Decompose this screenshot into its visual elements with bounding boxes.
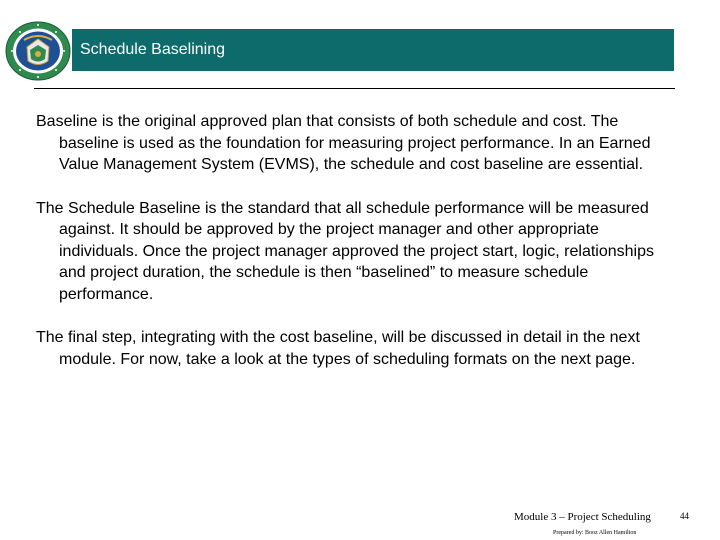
paragraph-schedule-baseline: The Schedule Baseline is the standard that all schedule performance will be measured against. It should be approved by the project manager and other appropriate individuals. Once the project manager approved the project start, logic, relationships and project duration, the schedule is then “baselined” to measure schedule performance. [36,199,654,303]
page-number: 44 [680,511,689,521]
paragraph-final-step: The final step, integrating with the cost baseline, will be discussed in detail in the next module. For now, take a look at the types of scheduling formats on the next page. [36,329,640,368]
title-bar [72,29,674,71]
footer-prepared-by: Prepared by: Booz Allen Hamilton [553,530,637,536]
slide-title: Schedule Baselining [80,41,225,58]
paragraph-baseline-definition: Baseline is the original approved plan that consists of both schedule and cost. The baseline is used as the foundation for measuring project performance. In an Earned Value Management System (EVMS), the schedule and cost baseline are essential. [36,113,651,173]
footer-module-label: Module 3 – Project Scheduling [514,511,651,523]
title-divider [34,88,675,89]
slide-body [36,111,676,392]
department-of-energy-seal-icon [4,20,72,82]
